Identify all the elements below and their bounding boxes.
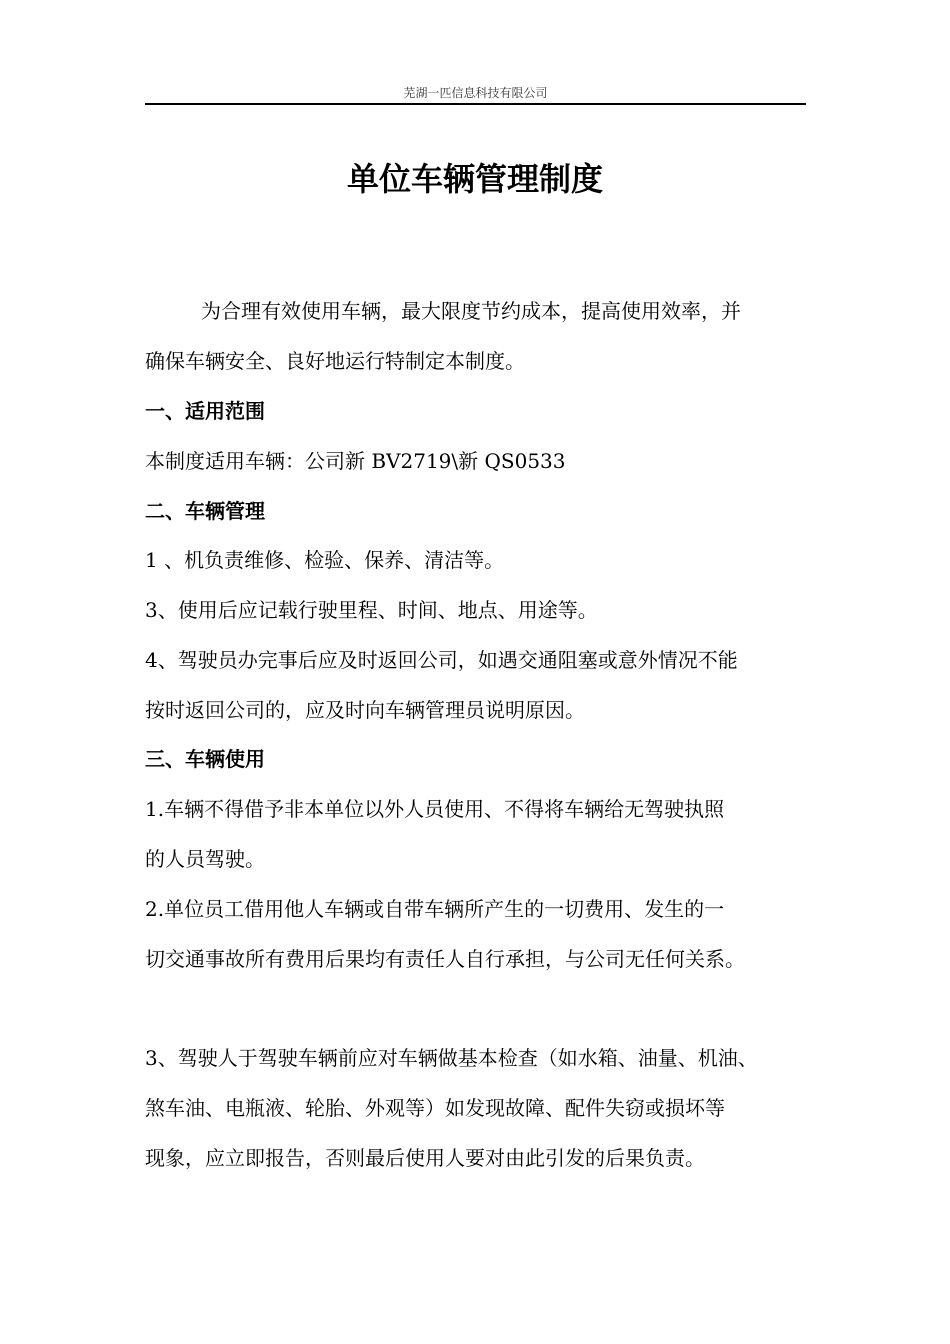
list-item-continuation: 切交通事故所有费用后果均有责任人自行承担，与公司无任何关系。 (145, 947, 745, 971)
document-title: 单位车辆管理制度 (346, 160, 603, 198)
header-company-name: 芜湖一匹信息科技有限公司 (403, 86, 548, 100)
section-heading: 三、车辆使用 (145, 747, 265, 771)
paragraph-line: 本制度适用车辆：公司新 BV2719\新 QS0533 (145, 449, 566, 473)
list-item-continuation: 的人员驾驶。 (145, 847, 265, 871)
list-item-continuation: 现象，应立即报告，否则最后使用人要对由此引发的后果负责。 (145, 1146, 705, 1170)
list-item: 2.单位员工借用他人车辆或自带车辆所产生的一切费用、发生的一 (145, 897, 725, 921)
list-item: 4、驾驶员办完事后应及时返回公司，如遇交通阻塞或意外情况不能 (145, 648, 738, 672)
list-item: 1.车辆不得借予非本单位以外人员使用、不得将车辆给无驾驶执照 (145, 797, 725, 821)
intro-paragraph-line: 为合理有效使用车辆，最大限度节约成本，提高使用效率，并 (201, 299, 741, 323)
list-item: 3、驾驶人于驾驶车辆前应对车辆做基本检查（如水箱、油量、机油、 (145, 1046, 758, 1070)
page-header (145, 84, 806, 105)
section-heading: 一、适用范围 (145, 399, 265, 423)
section-heading: 二、车辆管理 (145, 499, 265, 523)
list-item: 1 、机负责维修、检验、保养、清洁等。 (145, 548, 505, 572)
list-item-continuation: 按时返回公司的，应及时向车辆管理员说明原因。 (145, 698, 585, 722)
list-item: 3、使用后应记载行驶里程、时间、地点、用途等。 (145, 598, 598, 622)
list-item-continuation: 煞车油、电瓶液、轮胎、外观等）如发现故障、配件失窃或损坏等 (145, 1096, 725, 1120)
intro-paragraph-line: 确保车辆安全、良好地运行特制定本制度。 (145, 349, 525, 373)
